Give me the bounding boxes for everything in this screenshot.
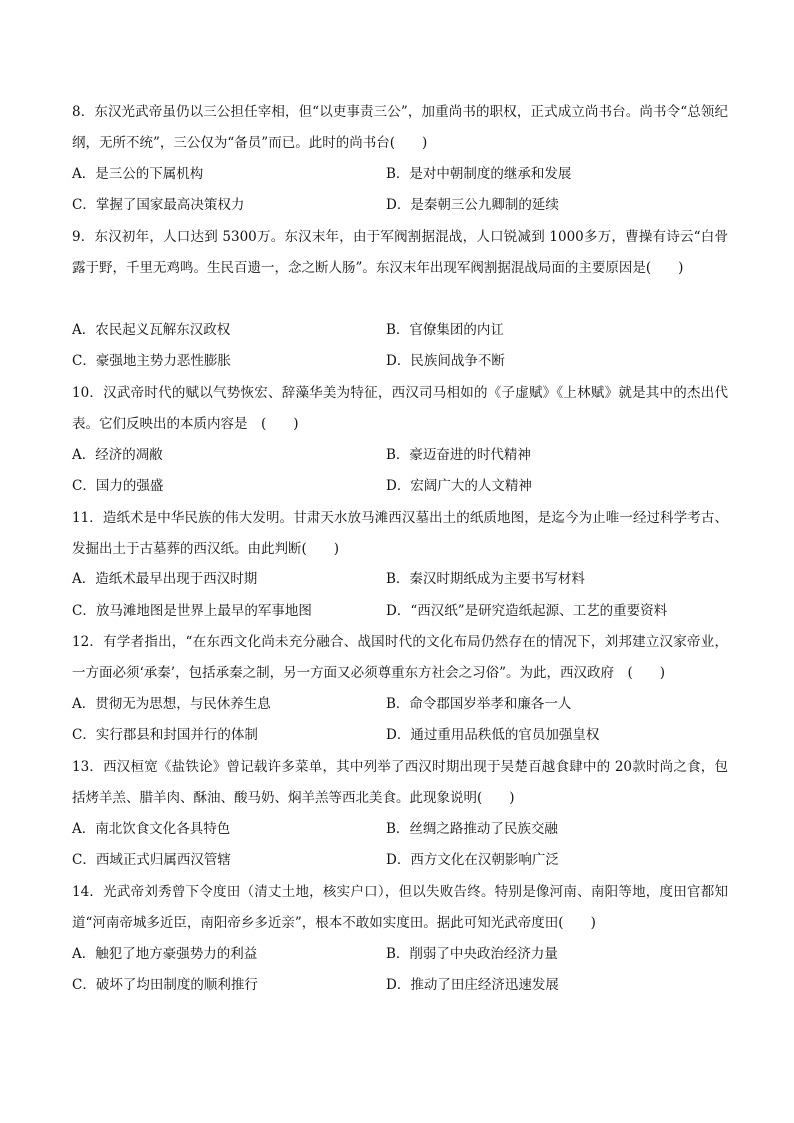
question-12-option-c: C．实行郡县和封国并行的体制 [72,727,258,743]
question-13-stem: 13．西汉桓宽《盐铁论》曾记载许多菜单，其中列举了西汉时期出现于吴楚百越食肆中的 20款时尚之食，包括烤羊羔、腊羊肉、酥油、酸马奶、焖羊羔等西北美食。此现象说明( ) [72,759,728,806]
question-9-option-c: C．豪强地主势力恶性膨胀 [72,353,231,369]
question-9-stem: 9．东汉初年，人口达到 5300万。东汉末年，由于军阀割据混战，人口锐减到 1000多万，曹操有诗云“白骨露于野，千里无鸡鸣。生民百遗一，念之断人肠”。东汉末年出现军阀割据混战局面的主要原因是( ) [72,229,728,276]
question-14-option-b: B．削弱了中央政治经济力量 [386,946,558,962]
question-11-option-a: A．造纸术最早出现于西汉时期 [72,571,258,587]
question-14-option-d: D．推动了田庄经济迅速发展 [386,977,559,993]
question-13-option-c: C．西域正式归属西汉管辖 [72,852,231,868]
question-14-stem: 14．光武帝刘秀曾下令度田（清丈土地，核实户口），但以失败告终。特别是像河南、南阳等地，度田官都知道“河南帝城多近臣，南阳帝乡多近亲”，根本不敢如实度田。据此可知光武帝度田( ) [72,884,728,931]
question-12-stem: 12．有学者指出，“在东西文化尚未充分融合、战国时代的文化布局仍然存在的情况下，刘邦建立汉家帝业，一方面必须‘承秦’，包括承秦之制，另一方面又必须尊重东方社会之习俗”。为此，西汉政府 ( ) [72,634,728,681]
question-12-option-a: A．贯彻无为思想，与民休养生息 [72,696,271,712]
question-8-stem: 8．东汉光武帝虽仍以三公担任宰相，但“以吏事责三公”，加重尚书的职权，正式成立尚书台。尚书令“总领纪纲，无所不统”，三公仅为“备员”而已。此时的尚书台( ) [72,104,728,151]
question-10-option-d: D．宏阔广大的人文精神 [386,478,532,494]
question-8-option-c: C．掌握了国家最高决策权力 [72,197,245,213]
question-9-option-b: B．官僚集团的内讧 [386,322,504,338]
question-11-option-c: C．放马滩地图是世界上最早的军事地图 [72,603,312,619]
question-11-option-b: B．秦汉时期纸成为主要书写材料 [386,571,585,587]
question-8-option-a: A．是三公的下属机构 [72,166,204,182]
question-11-option-d: D．“西汉纸”是研究造纸起源、工艺的重要资料 [386,603,668,619]
question-8-option-b: B．是对中朝制度的继承和发展 [386,166,572,182]
question-8-option-d: D．是秦朝三公九卿制的延续 [386,197,559,213]
question-9-option-d: D．民族间战争不断 [386,353,505,369]
question-13-option-a: A．南北饮食文化各具特色 [72,821,231,837]
question-10-option-a: A．经济的凋敝 [72,447,163,463]
question-11-stem: 11．造纸术是中华民族的伟大发明。甘肃天水放马滩西汉墓出土的纸质地图，是迄今为止唯一经过科学考古、发掘出土于古墓葬的西汉纸。由此判断( ) [72,510,728,557]
question-10-stem: 10．汉武帝时代的赋以气势恢宏、辞藻华美为特征，西汉司马相如的《子虚赋》《上林赋》就是其中的杰出代表。它们反映出的本质内容是 ( ) [72,385,728,432]
question-14-option-a: A．触犯了地方豪强势力的利益 [72,946,258,962]
question-13-option-b: B．丝绸之路推动了民族交融 [386,821,558,837]
question-12-option-b: B．命令郡国岁举孝和廉各一人 [386,696,572,712]
question-9-option-a: A．农民起义瓦解东汉政权 [72,322,231,338]
question-12-option-d: D．通过重用品秩低的官员加强皇权 [386,727,600,743]
question-13-option-d: D．西方文化在汉朝影响广泛 [386,852,559,868]
question-10-option-b: B．豪迈奋进的时代精神 [386,447,531,463]
question-14-option-c: C．破坏了均田制度的顺利推行 [72,977,258,993]
question-10-option-c: C．国力的强盛 [72,478,164,494]
